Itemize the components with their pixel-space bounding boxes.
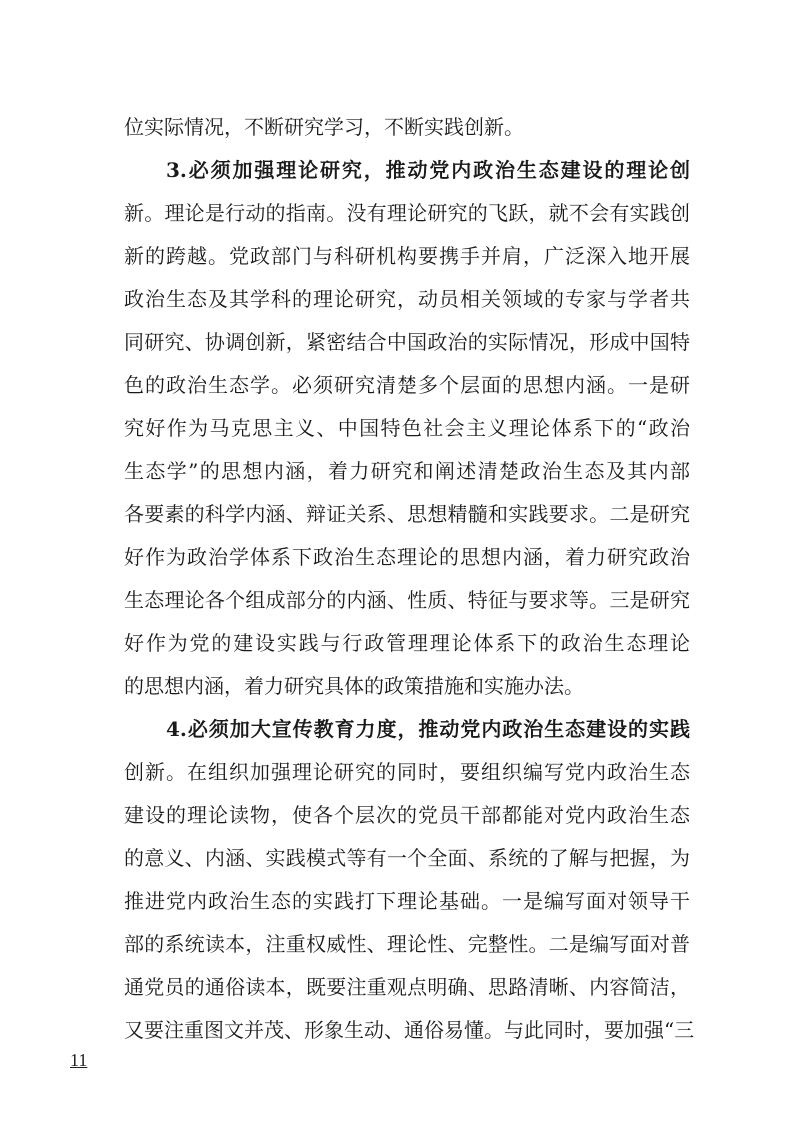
text-line-9: 生态学”的思想内涵，着力研究和阐述清楚政治生态及其内部 xyxy=(124,459,690,483)
text-line-16: 创新。在组织加强理论研究的同时，要组织编写党内政治生态 xyxy=(124,760,690,784)
text-line-11: 好作为政治学体系下政治生态理论的思想内涵，着力研究政治 xyxy=(124,545,690,569)
text-line-20: 部的系统读本，注重权威性、理论性、完整性。二是编写面对普 xyxy=(124,932,690,956)
text-line-12: 生态理论各个组成部分的内涵、性质、特征与要求等。三是研究 xyxy=(124,588,690,612)
text-line-5: 政治生态及其学科的理论研究，动员相关领域的专家与学者共 xyxy=(124,287,690,311)
text-line-2-heading: 3.必须加强理论研究，推动党内政治生态建设的理论创 xyxy=(166,158,690,182)
text-line-1: 位实际情况，不断研究学习，不断实践创新。 xyxy=(124,115,524,139)
text-line-18: 的意义、内涵、实践模式等有一个全面、系统的了解与把握，为 xyxy=(124,846,690,870)
text-line-15-heading: 4.必须加大宣传教育力度，推动党内政治生态建设的实践 xyxy=(166,717,690,741)
text-line-14: 的思想内涵，着力研究具体的政策措施和实施办法。 xyxy=(124,674,584,698)
text-line-4: 新的跨越。党政部门与科研机构要携手并肩，广泛深入地开展 xyxy=(124,244,690,268)
text-line-21: 通党员的通俗读本，既要注重观点明确、思路清晰、内容简洁， xyxy=(124,975,690,999)
text-line-3: 新。理论是行动的指南。没有理论研究的飞跃，就不会有实践创 xyxy=(124,201,690,225)
text-line-7: 色的政治生态学。必须研究清楚多个层面的思想内涵。一是研 xyxy=(124,373,690,397)
text-line-19: 推进党内政治生态的实践打下理论基础。一是编写面对领导干 xyxy=(124,889,690,913)
text-line-10: 各要素的科学内涵、辩证关系、思想精髓和实践要求。二是研究 xyxy=(124,502,690,526)
text-line-6: 同研究、协调创新，紧密结合中国政治的实际情况，形成中国特 xyxy=(124,330,690,354)
text-line-17: 建设的理论读物，使各个层次的党员干部都能对党内政治生态 xyxy=(124,803,690,827)
text-line-22: 又要注重图文并茂、形象生动、通俗易懂。与此同时，要加强“三 xyxy=(124,1018,695,1042)
text-line-13: 好作为党的建设实践与行政管理理论体系下的政治生态理论 xyxy=(124,631,690,655)
text-line-8: 究好作为马克思主义、中国特色社会主义理论体系下的“政治 xyxy=(124,416,690,440)
page-number: 11 xyxy=(70,1050,88,1070)
